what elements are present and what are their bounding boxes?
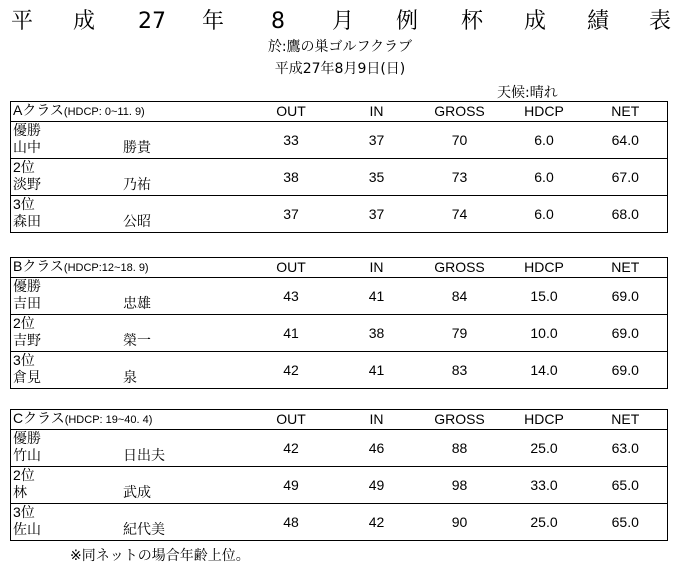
- in-score: 37: [339, 122, 415, 159]
- in-score: 35: [339, 159, 415, 196]
- date-text: 平成27年8月9日(日): [274, 61, 406, 77]
- in-score: 42: [339, 504, 415, 541]
- title-char: 杯: [460, 9, 484, 34]
- col-net-header: NET: [584, 410, 668, 430]
- table-row: [11, 315, 668, 352]
- net-score: 65.0: [584, 467, 668, 504]
- player-surname: 森田: [13, 213, 41, 229]
- rank-label: 優勝: [13, 122, 41, 138]
- rank-label: 3位: [13, 352, 35, 368]
- weather-text: 天候:晴れ: [497, 85, 558, 101]
- hdcp-range: (HDCP: 19~40. 4): [64, 414, 153, 426]
- class-label: [11, 102, 244, 122]
- player-given-name: 忠雄: [123, 295, 151, 311]
- class-b-table: [10, 257, 668, 389]
- rank-label: 2位: [13, 315, 35, 331]
- col-gross-header: GROSS: [415, 102, 505, 122]
- rank-label: 3位: [13, 196, 35, 212]
- title-char: 月: [331, 9, 355, 34]
- table-header-row: [11, 410, 668, 430]
- player-cell: [11, 315, 244, 352]
- net-score: 69.0: [584, 352, 668, 389]
- player-given-name: 紀代美: [123, 521, 165, 537]
- out-score: 42: [244, 352, 339, 389]
- col-out-header: OUT: [244, 410, 339, 430]
- player-surname: 淡野: [13, 176, 41, 192]
- hdcp-value: 33.0: [505, 467, 584, 504]
- hdcp-value: 6.0: [505, 196, 584, 233]
- player-given-name: 勝貴: [123, 139, 151, 155]
- net-score: 67.0: [584, 159, 668, 196]
- net-score: 63.0: [584, 430, 668, 467]
- title-char: 成: [523, 9, 547, 34]
- gross-score: 84: [415, 278, 505, 315]
- in-score: 38: [339, 315, 415, 352]
- player-surname: 佐山: [13, 521, 41, 537]
- class-name: Cクラス: [13, 410, 65, 426]
- table-row: [11, 467, 668, 504]
- gross-score: 98: [415, 467, 505, 504]
- venue-text: 於:鷹の巣ゴルフクラブ: [267, 39, 413, 55]
- col-out-header: OUT: [244, 258, 339, 278]
- class-name: Aクラス: [13, 102, 64, 118]
- player-cell: [11, 122, 244, 159]
- player-cell: [11, 278, 244, 315]
- player-cell: [11, 504, 244, 541]
- title-char: 8: [271, 9, 285, 34]
- title-char: 成: [72, 9, 96, 34]
- out-score: 49: [244, 467, 339, 504]
- hdcp-value: 25.0: [505, 504, 584, 541]
- title-char: 年: [201, 9, 225, 34]
- table-row: [11, 504, 668, 541]
- player-given-name: 日出夫: [123, 447, 165, 463]
- out-score: 48: [244, 504, 339, 541]
- in-score: 46: [339, 430, 415, 467]
- title-char: 27: [138, 9, 166, 34]
- player-surname: 吉田: [13, 295, 41, 311]
- rank-label: 2位: [13, 467, 35, 483]
- table-row: [11, 352, 668, 389]
- hdcp-value: 14.0: [505, 352, 584, 389]
- gross-score: 70: [415, 122, 505, 159]
- title-char: 績: [586, 9, 610, 34]
- out-score: 37: [244, 196, 339, 233]
- gross-score: 88: [415, 430, 505, 467]
- player-given-name: 乃祐: [123, 176, 151, 192]
- in-score: 41: [339, 352, 415, 389]
- tiebreak-note: ※同ネットの場合年齢上位。: [70, 548, 250, 564]
- hdcp-value: 10.0: [505, 315, 584, 352]
- class-c-table: [10, 409, 668, 541]
- title-char: 表: [648, 9, 672, 34]
- net-score: 64.0: [584, 122, 668, 159]
- hdcp-value: 25.0: [505, 430, 584, 467]
- out-score: 42: [244, 430, 339, 467]
- col-hdcp-header: HDCP: [505, 410, 584, 430]
- out-score: 41: [244, 315, 339, 352]
- hdcp-range: (HDCP: 0~11. 9): [63, 106, 145, 118]
- table-row: [11, 430, 668, 467]
- player-cell: [11, 352, 244, 389]
- col-gross-header: GROSS: [415, 410, 505, 430]
- hdcp-value: 6.0: [505, 159, 584, 196]
- player-surname: 竹山: [13, 447, 41, 463]
- rank-label: 3位: [13, 504, 35, 520]
- gross-score: 79: [415, 315, 505, 352]
- rank-label: 優勝: [13, 278, 41, 294]
- player-given-name: 榮一: [123, 332, 151, 348]
- player-cell: [11, 430, 244, 467]
- col-net-header: NET: [584, 102, 668, 122]
- player-cell: [11, 467, 244, 504]
- player-surname: 倉見: [13, 369, 41, 385]
- player-given-name: 公昭: [123, 213, 151, 229]
- net-score: 65.0: [584, 504, 668, 541]
- table-header-row: [11, 102, 668, 122]
- col-out-header: OUT: [244, 102, 339, 122]
- out-score: 33: [244, 122, 339, 159]
- in-score: 49: [339, 467, 415, 504]
- class-label: [11, 410, 244, 430]
- col-hdcp-header: HDCP: [505, 258, 584, 278]
- player-cell: [11, 159, 244, 196]
- gross-score: 83: [415, 352, 505, 389]
- out-score: 43: [244, 278, 339, 315]
- col-in-header: IN: [339, 258, 415, 278]
- net-score: 69.0: [584, 315, 668, 352]
- player-surname: 吉野: [13, 332, 41, 348]
- table-row: [11, 278, 668, 315]
- table-header-row: [11, 258, 668, 278]
- title-char: 例: [395, 9, 419, 34]
- gross-score: 73: [415, 159, 505, 196]
- gross-score: 90: [415, 504, 505, 541]
- col-net-header: NET: [584, 258, 668, 278]
- class-a-table: [10, 101, 668, 233]
- table-row: [11, 122, 668, 159]
- player-given-name: 武成: [123, 484, 151, 500]
- player-cell: [11, 196, 244, 233]
- col-in-header: IN: [339, 102, 415, 122]
- player-surname: 林: [13, 484, 27, 500]
- rank-label: 優勝: [13, 430, 41, 446]
- title-char: 平: [10, 9, 34, 34]
- hdcp-value: 15.0: [505, 278, 584, 315]
- hdcp-range: (HDCP:12~18. 9): [63, 262, 149, 274]
- net-score: 69.0: [584, 278, 668, 315]
- table-row: [11, 196, 668, 233]
- in-score: 41: [339, 278, 415, 315]
- player-given-name: 泉: [123, 369, 137, 385]
- col-gross-header: GROSS: [415, 258, 505, 278]
- player-surname: 山中: [13, 139, 41, 155]
- table-row: [11, 159, 668, 196]
- class-name: Bクラス: [13, 258, 64, 274]
- class-label: [11, 258, 244, 278]
- col-in-header: IN: [339, 410, 415, 430]
- net-score: 68.0: [584, 196, 668, 233]
- out-score: 38: [244, 159, 339, 196]
- page-title: [0, 6, 680, 38]
- rank-label: 2位: [13, 159, 35, 175]
- hdcp-value: 6.0: [505, 122, 584, 159]
- in-score: 37: [339, 196, 415, 233]
- col-hdcp-header: HDCP: [505, 102, 584, 122]
- gross-score: 74: [415, 196, 505, 233]
